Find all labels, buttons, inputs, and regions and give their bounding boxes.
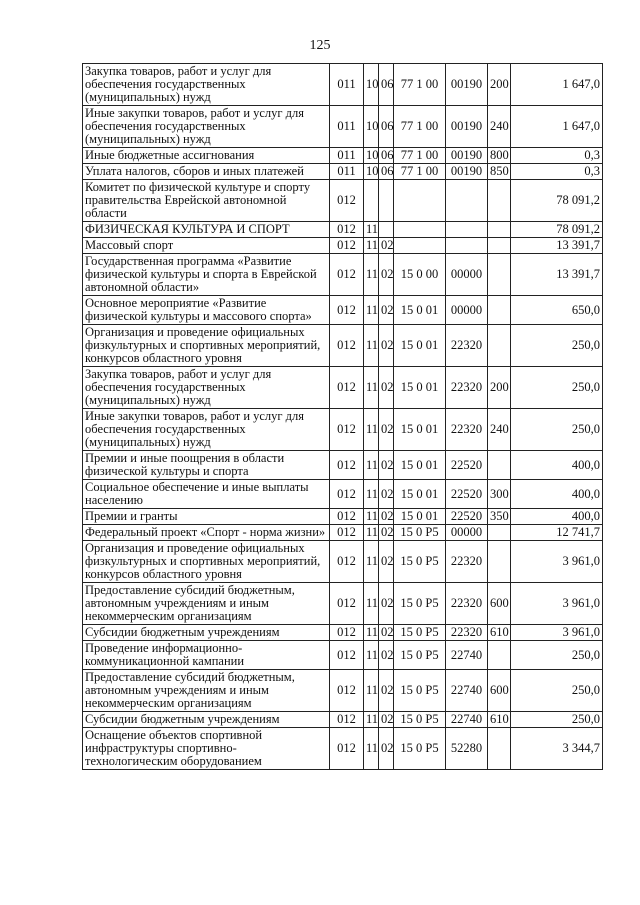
direction-code: 22320 xyxy=(446,541,488,583)
expense-type-code: 610 xyxy=(488,712,511,728)
amount: 78 091,2 xyxy=(511,180,603,222)
ministry-code: 012 xyxy=(330,509,364,525)
row-name: Закупка товаров, работ и услуг для обеспечения государственных (муниципальных) нужд xyxy=(83,64,330,106)
table-row xyxy=(83,451,603,480)
row-name: Государственная программа «Развитие физической культуры и спорта в Еврейской автономной области» xyxy=(83,254,330,296)
subsection-code xyxy=(379,222,394,238)
table-row xyxy=(83,367,603,409)
table-row xyxy=(83,164,603,180)
program-code: 15 0 P5 xyxy=(394,541,446,583)
row-name: Закупка товаров, работ и услуг для обеспечения государственных (муниципальных) нужд xyxy=(83,367,330,409)
expense-type-code xyxy=(488,296,511,325)
subsection-code: 02 xyxy=(379,541,394,583)
table-row xyxy=(83,480,603,509)
expense-type-code xyxy=(488,641,511,670)
table-row xyxy=(83,222,603,238)
ministry-code: 012 xyxy=(330,238,364,254)
section-code: 10 xyxy=(364,148,379,164)
expense-type-code: 240 xyxy=(488,409,511,451)
ministry-code: 012 xyxy=(330,670,364,712)
expense-type-code: 240 xyxy=(488,106,511,148)
ministry-code: 012 xyxy=(330,296,364,325)
expense-type-code: 200 xyxy=(488,64,511,106)
table-row xyxy=(83,325,603,367)
page-number: 125 xyxy=(309,38,331,53)
row-name: Субсидии бюджетным учреждениям xyxy=(83,712,330,728)
row-name: ФИЗИЧЕСКАЯ КУЛЬТУРА И СПОРТ xyxy=(83,222,330,238)
amount: 3 961,0 xyxy=(511,541,603,583)
section-code: 11 xyxy=(364,670,379,712)
direction-code: 00000 xyxy=(446,525,488,541)
ministry-code: 012 xyxy=(330,180,364,222)
program-code: 15 0 P5 xyxy=(394,641,446,670)
subsection-code: 02 xyxy=(379,670,394,712)
table-row xyxy=(83,509,603,525)
amount: 3 961,0 xyxy=(511,625,603,641)
program-code: 15 0 01 xyxy=(394,409,446,451)
row-name: Уплата налогов, сборов и иных платежей xyxy=(83,164,330,180)
table-row xyxy=(83,409,603,451)
row-name: Предоставление субсидий бюджетным, автономным учреждениям и иным некоммерческим организациям xyxy=(83,583,330,625)
direction-code: 22520 xyxy=(446,451,488,480)
row-name: Проведение информационно-коммуникационной кампании xyxy=(83,641,330,670)
section-code: 11 xyxy=(364,583,379,625)
direction-code: 00000 xyxy=(446,296,488,325)
amount: 13 391,7 xyxy=(511,238,603,254)
subsection-code: 02 xyxy=(379,296,394,325)
direction-code: 22320 xyxy=(446,583,488,625)
section-code: 10 xyxy=(364,64,379,106)
table-row xyxy=(83,670,603,712)
subsection-code: 02 xyxy=(379,238,394,254)
row-name: Организация и проведение официальных физкультурных и спортивных мероприятий, конкурсов областного уровня xyxy=(83,541,330,583)
ministry-code: 012 xyxy=(330,641,364,670)
subsection-code: 02 xyxy=(379,254,394,296)
ministry-code: 012 xyxy=(330,728,364,770)
table-row xyxy=(83,148,603,164)
amount: 0,3 xyxy=(511,164,603,180)
amount: 250,0 xyxy=(511,641,603,670)
program-code: 77 1 00 xyxy=(394,64,446,106)
ministry-code: 012 xyxy=(330,325,364,367)
table-row xyxy=(83,64,603,106)
section-code: 11 xyxy=(364,728,379,770)
expense-type-code xyxy=(488,541,511,583)
section-code: 11 xyxy=(364,525,379,541)
direction-code: 22320 xyxy=(446,325,488,367)
row-name: Оснащение объектов спортивной инфраструктуры спортивно-технологическим оборудованием xyxy=(83,728,330,770)
ministry-code: 012 xyxy=(330,625,364,641)
expense-type-code: 350 xyxy=(488,509,511,525)
ministry-code: 012 xyxy=(330,712,364,728)
row-name: Иные закупки товаров, работ и услуг для обеспечения государственных (муниципальных) нужд xyxy=(83,106,330,148)
expense-type-code: 610 xyxy=(488,625,511,641)
table-row xyxy=(83,641,603,670)
amount: 250,0 xyxy=(511,670,603,712)
program-code: 15 0 P5 xyxy=(394,625,446,641)
ministry-code: 011 xyxy=(330,106,364,148)
subsection-code xyxy=(379,180,394,222)
expense-type-code: 600 xyxy=(488,670,511,712)
program-code: 15 0 P5 xyxy=(394,712,446,728)
direction-code: 22520 xyxy=(446,480,488,509)
program-code: 15 0 P5 xyxy=(394,583,446,625)
ministry-code: 011 xyxy=(330,148,364,164)
table-row xyxy=(83,254,603,296)
direction-code: 00190 xyxy=(446,64,488,106)
direction-code xyxy=(446,222,488,238)
program-code: 77 1 00 xyxy=(394,148,446,164)
subsection-code: 02 xyxy=(379,409,394,451)
row-name: Иные закупки товаров, работ и услуг для обеспечения государственных (муниципальных) нужд xyxy=(83,409,330,451)
direction-code: 00190 xyxy=(446,164,488,180)
section-code: 11 xyxy=(364,238,379,254)
program-code: 15 0 01 xyxy=(394,451,446,480)
amount: 1 647,0 xyxy=(511,64,603,106)
section-code: 11 xyxy=(364,296,379,325)
program-code xyxy=(394,180,446,222)
ministry-code: 011 xyxy=(330,164,364,180)
program-code: 15 0 01 xyxy=(394,325,446,367)
subsection-code: 02 xyxy=(379,712,394,728)
amount: 13 391,7 xyxy=(511,254,603,296)
section-code: 11 xyxy=(364,625,379,641)
section-code: 11 xyxy=(364,641,379,670)
program-code xyxy=(394,222,446,238)
section-code: 11 xyxy=(364,451,379,480)
amount: 400,0 xyxy=(511,480,603,509)
expense-type-code: 850 xyxy=(488,164,511,180)
direction-code: 22320 xyxy=(446,625,488,641)
table-row xyxy=(83,180,603,222)
expense-type-code xyxy=(488,254,511,296)
expense-type-code xyxy=(488,525,511,541)
table-row xyxy=(83,106,603,148)
direction-code: 22520 xyxy=(446,509,488,525)
direction-code xyxy=(446,180,488,222)
program-code: 15 0 P5 xyxy=(394,670,446,712)
expense-type-code xyxy=(488,180,511,222)
section-code xyxy=(364,180,379,222)
section-code: 11 xyxy=(364,222,379,238)
expense-type-code xyxy=(488,238,511,254)
section-code: 11 xyxy=(364,712,379,728)
ministry-code: 012 xyxy=(330,222,364,238)
subsection-code: 02 xyxy=(379,480,394,509)
direction-code: 00190 xyxy=(446,106,488,148)
row-name: Премии и иные поощрения в области физической культуры и спорта xyxy=(83,451,330,480)
ministry-code: 012 xyxy=(330,367,364,409)
expense-type-code: 300 xyxy=(488,480,511,509)
direction-code: 22320 xyxy=(446,409,488,451)
subsection-code: 02 xyxy=(379,728,394,770)
subsection-code: 06 xyxy=(379,64,394,106)
program-code: 15 0 01 xyxy=(394,480,446,509)
expense-type-code: 600 xyxy=(488,583,511,625)
program-code xyxy=(394,238,446,254)
amount: 78 091,2 xyxy=(511,222,603,238)
subsection-code: 02 xyxy=(379,583,394,625)
ministry-code: 012 xyxy=(330,480,364,509)
program-code: 77 1 00 xyxy=(394,164,446,180)
program-code: 77 1 00 xyxy=(394,106,446,148)
direction-code: 22320 xyxy=(446,367,488,409)
table-row xyxy=(83,541,603,583)
budget-table xyxy=(82,63,603,770)
section-code: 11 xyxy=(364,325,379,367)
table-row xyxy=(83,583,603,625)
program-code: 15 0 P5 xyxy=(394,525,446,541)
amount: 0,3 xyxy=(511,148,603,164)
row-name: Комитет по физической культуре и спорту правительства Еврейской автономной области xyxy=(83,180,330,222)
section-code: 11 xyxy=(364,409,379,451)
ministry-code: 012 xyxy=(330,451,364,480)
row-name: Субсидии бюджетным учреждениям xyxy=(83,625,330,641)
ministry-code: 012 xyxy=(330,409,364,451)
direction-code xyxy=(446,238,488,254)
amount: 400,0 xyxy=(511,451,603,480)
row-name: Иные бюджетные ассигнования xyxy=(83,148,330,164)
amount: 12 741,7 xyxy=(511,525,603,541)
amount: 400,0 xyxy=(511,509,603,525)
table-row xyxy=(83,525,603,541)
expense-type-code xyxy=(488,325,511,367)
program-code: 15 0 01 xyxy=(394,367,446,409)
ministry-code: 012 xyxy=(330,541,364,583)
section-code: 11 xyxy=(364,541,379,583)
row-name: Массовый спорт xyxy=(83,238,330,254)
table-row xyxy=(83,625,603,641)
row-name: Организация и проведение официальных физкультурных и спортивных мероприятий, конкурсов областного уровня xyxy=(83,325,330,367)
amount: 250,0 xyxy=(511,325,603,367)
direction-code: 00190 xyxy=(446,148,488,164)
section-code: 10 xyxy=(364,106,379,148)
section-code: 11 xyxy=(364,254,379,296)
table-row xyxy=(83,728,603,770)
subsection-code: 06 xyxy=(379,148,394,164)
subsection-code: 06 xyxy=(379,106,394,148)
direction-code: 00000 xyxy=(446,254,488,296)
amount: 1 647,0 xyxy=(511,106,603,148)
expense-type-code xyxy=(488,728,511,770)
direction-code: 22740 xyxy=(446,641,488,670)
expense-type-code xyxy=(488,222,511,238)
amount: 250,0 xyxy=(511,409,603,451)
row-name: Социальное обеспечение и иные выплаты населению xyxy=(83,480,330,509)
row-name: Предоставление субсидий бюджетным, автономным учреждениям и иным некоммерческим организациям xyxy=(83,670,330,712)
expense-type-code: 200 xyxy=(488,367,511,409)
table-row xyxy=(83,238,603,254)
ministry-code: 012 xyxy=(330,583,364,625)
subsection-code: 02 xyxy=(379,367,394,409)
direction-code: 22740 xyxy=(446,712,488,728)
table-row xyxy=(83,712,603,728)
program-code: 15 0 01 xyxy=(394,509,446,525)
ministry-code: 011 xyxy=(330,64,364,106)
row-name: Федеральный проект «Спорт - норма жизни» xyxy=(83,525,330,541)
expense-type-code: 800 xyxy=(488,148,511,164)
subsection-code: 02 xyxy=(379,641,394,670)
subsection-code: 02 xyxy=(379,451,394,480)
subsection-code: 02 xyxy=(379,325,394,367)
subsection-code: 06 xyxy=(379,164,394,180)
amount: 3 961,0 xyxy=(511,583,603,625)
section-code: 10 xyxy=(364,164,379,180)
ministry-code: 012 xyxy=(330,254,364,296)
section-code: 11 xyxy=(364,509,379,525)
subsection-code: 02 xyxy=(379,509,394,525)
table-row xyxy=(83,296,603,325)
amount: 250,0 xyxy=(511,712,603,728)
subsection-code: 02 xyxy=(379,525,394,541)
section-code: 11 xyxy=(364,367,379,409)
ministry-code: 012 xyxy=(330,525,364,541)
amount: 3 344,7 xyxy=(511,728,603,770)
row-name: Основное мероприятие «Развитие физической культуры и массового спорта» xyxy=(83,296,330,325)
direction-code: 52280 xyxy=(446,728,488,770)
direction-code: 22740 xyxy=(446,670,488,712)
row-name: Премии и гранты xyxy=(83,509,330,525)
subsection-code: 02 xyxy=(379,625,394,641)
program-code: 15 0 00 xyxy=(394,254,446,296)
section-code: 11 xyxy=(364,480,379,509)
expense-type-code xyxy=(488,451,511,480)
amount: 250,0 xyxy=(511,367,603,409)
program-code: 15 0 01 xyxy=(394,296,446,325)
amount: 650,0 xyxy=(511,296,603,325)
program-code: 15 0 P5 xyxy=(394,728,446,770)
